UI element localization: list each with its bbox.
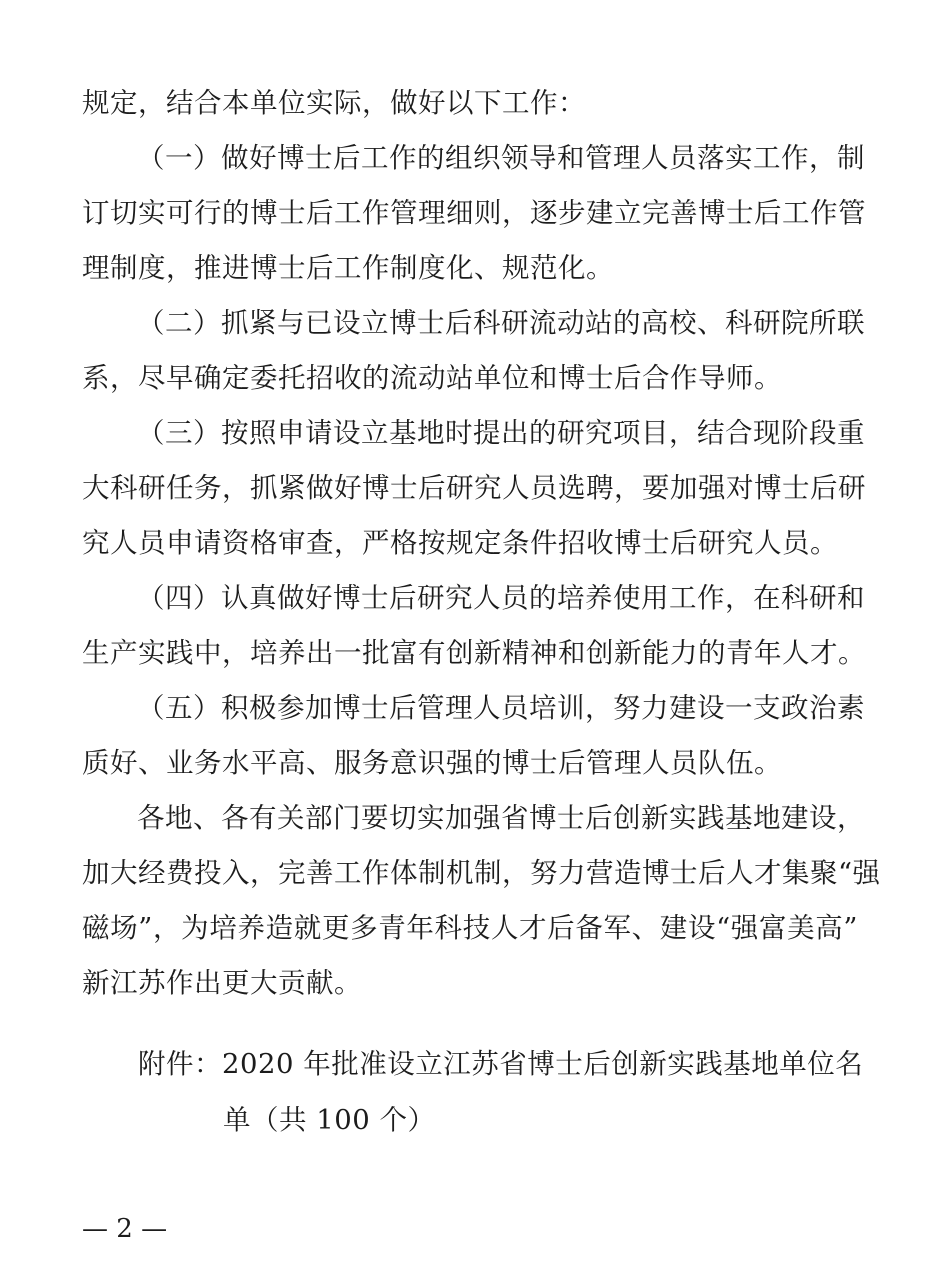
text-line: 大科研任务，抓紧做好博士后研究人员选聘，要加强对博士后研	[82, 472, 866, 504]
text-line: （五）积极参加博士后管理人员培训，努力建设一支政治素	[137, 692, 865, 724]
text-line: （三）按照申请设立基地时提出的研究项目，结合现阶段重	[137, 417, 865, 449]
attachment-line: 单（共 100 个）	[223, 1104, 436, 1136]
paragraph-item-4	[82, 571, 866, 681]
paragraph-item-2	[82, 296, 865, 406]
text-line: （四）认真做好博士后研究人员的培养使用工作，在科研和	[137, 582, 865, 614]
text-line: 系，尽早确定委托招收的流动站单位和博士后合作导师。	[82, 362, 782, 394]
text-line: 各地、各有关部门要切实加强省博士后创新实践基地建设，	[137, 802, 865, 834]
text-line: 磁场”，为培养造就更多青年科技人才后备军、建设“强富美高”	[82, 912, 858, 944]
text-line: 订切实可行的博士后工作管理细则，逐步建立完善博士后工作管	[82, 197, 866, 229]
text-line: （一）做好博士后工作的组织领导和管理人员落实工作，制	[137, 142, 865, 174]
paragraph-item-5	[82, 681, 865, 791]
paragraph-closing	[82, 791, 881, 1011]
document-body	[82, 76, 881, 1011]
text-line: 加大经费投入，完善工作体制机制，努力营造博士后人才集聚“强	[82, 857, 881, 889]
paragraph-item-1	[82, 131, 866, 296]
attachment-note	[138, 1036, 864, 1148]
attachment-line: 附件：2020 年批准设立江苏省博士后创新实践基地单位名	[138, 1048, 864, 1080]
paragraph-intro	[82, 76, 858, 131]
page-number: — 2 —	[82, 1214, 168, 1244]
text-line: 规定，结合本单位实际，做好以下工作：	[82, 87, 586, 119]
text-line: （二）抓紧与已设立博士后科研流动站的高校、科研院所联	[137, 307, 865, 339]
text-line: 理制度，推进博士后工作制度化、规范化。	[82, 252, 614, 284]
text-line: 生产实践中，培养出一批富有创新精神和创新能力的青年人才。	[82, 637, 866, 669]
text-line: 质好、业务水平高、服务意识强的博士后管理人员队伍。	[82, 747, 782, 779]
text-line: 究人员申请资格审查，严格按规定条件招收博士后研究人员。	[82, 527, 838, 559]
text-line: 新江苏作出更大贡献。	[82, 967, 362, 999]
paragraph-item-3	[82, 406, 866, 571]
